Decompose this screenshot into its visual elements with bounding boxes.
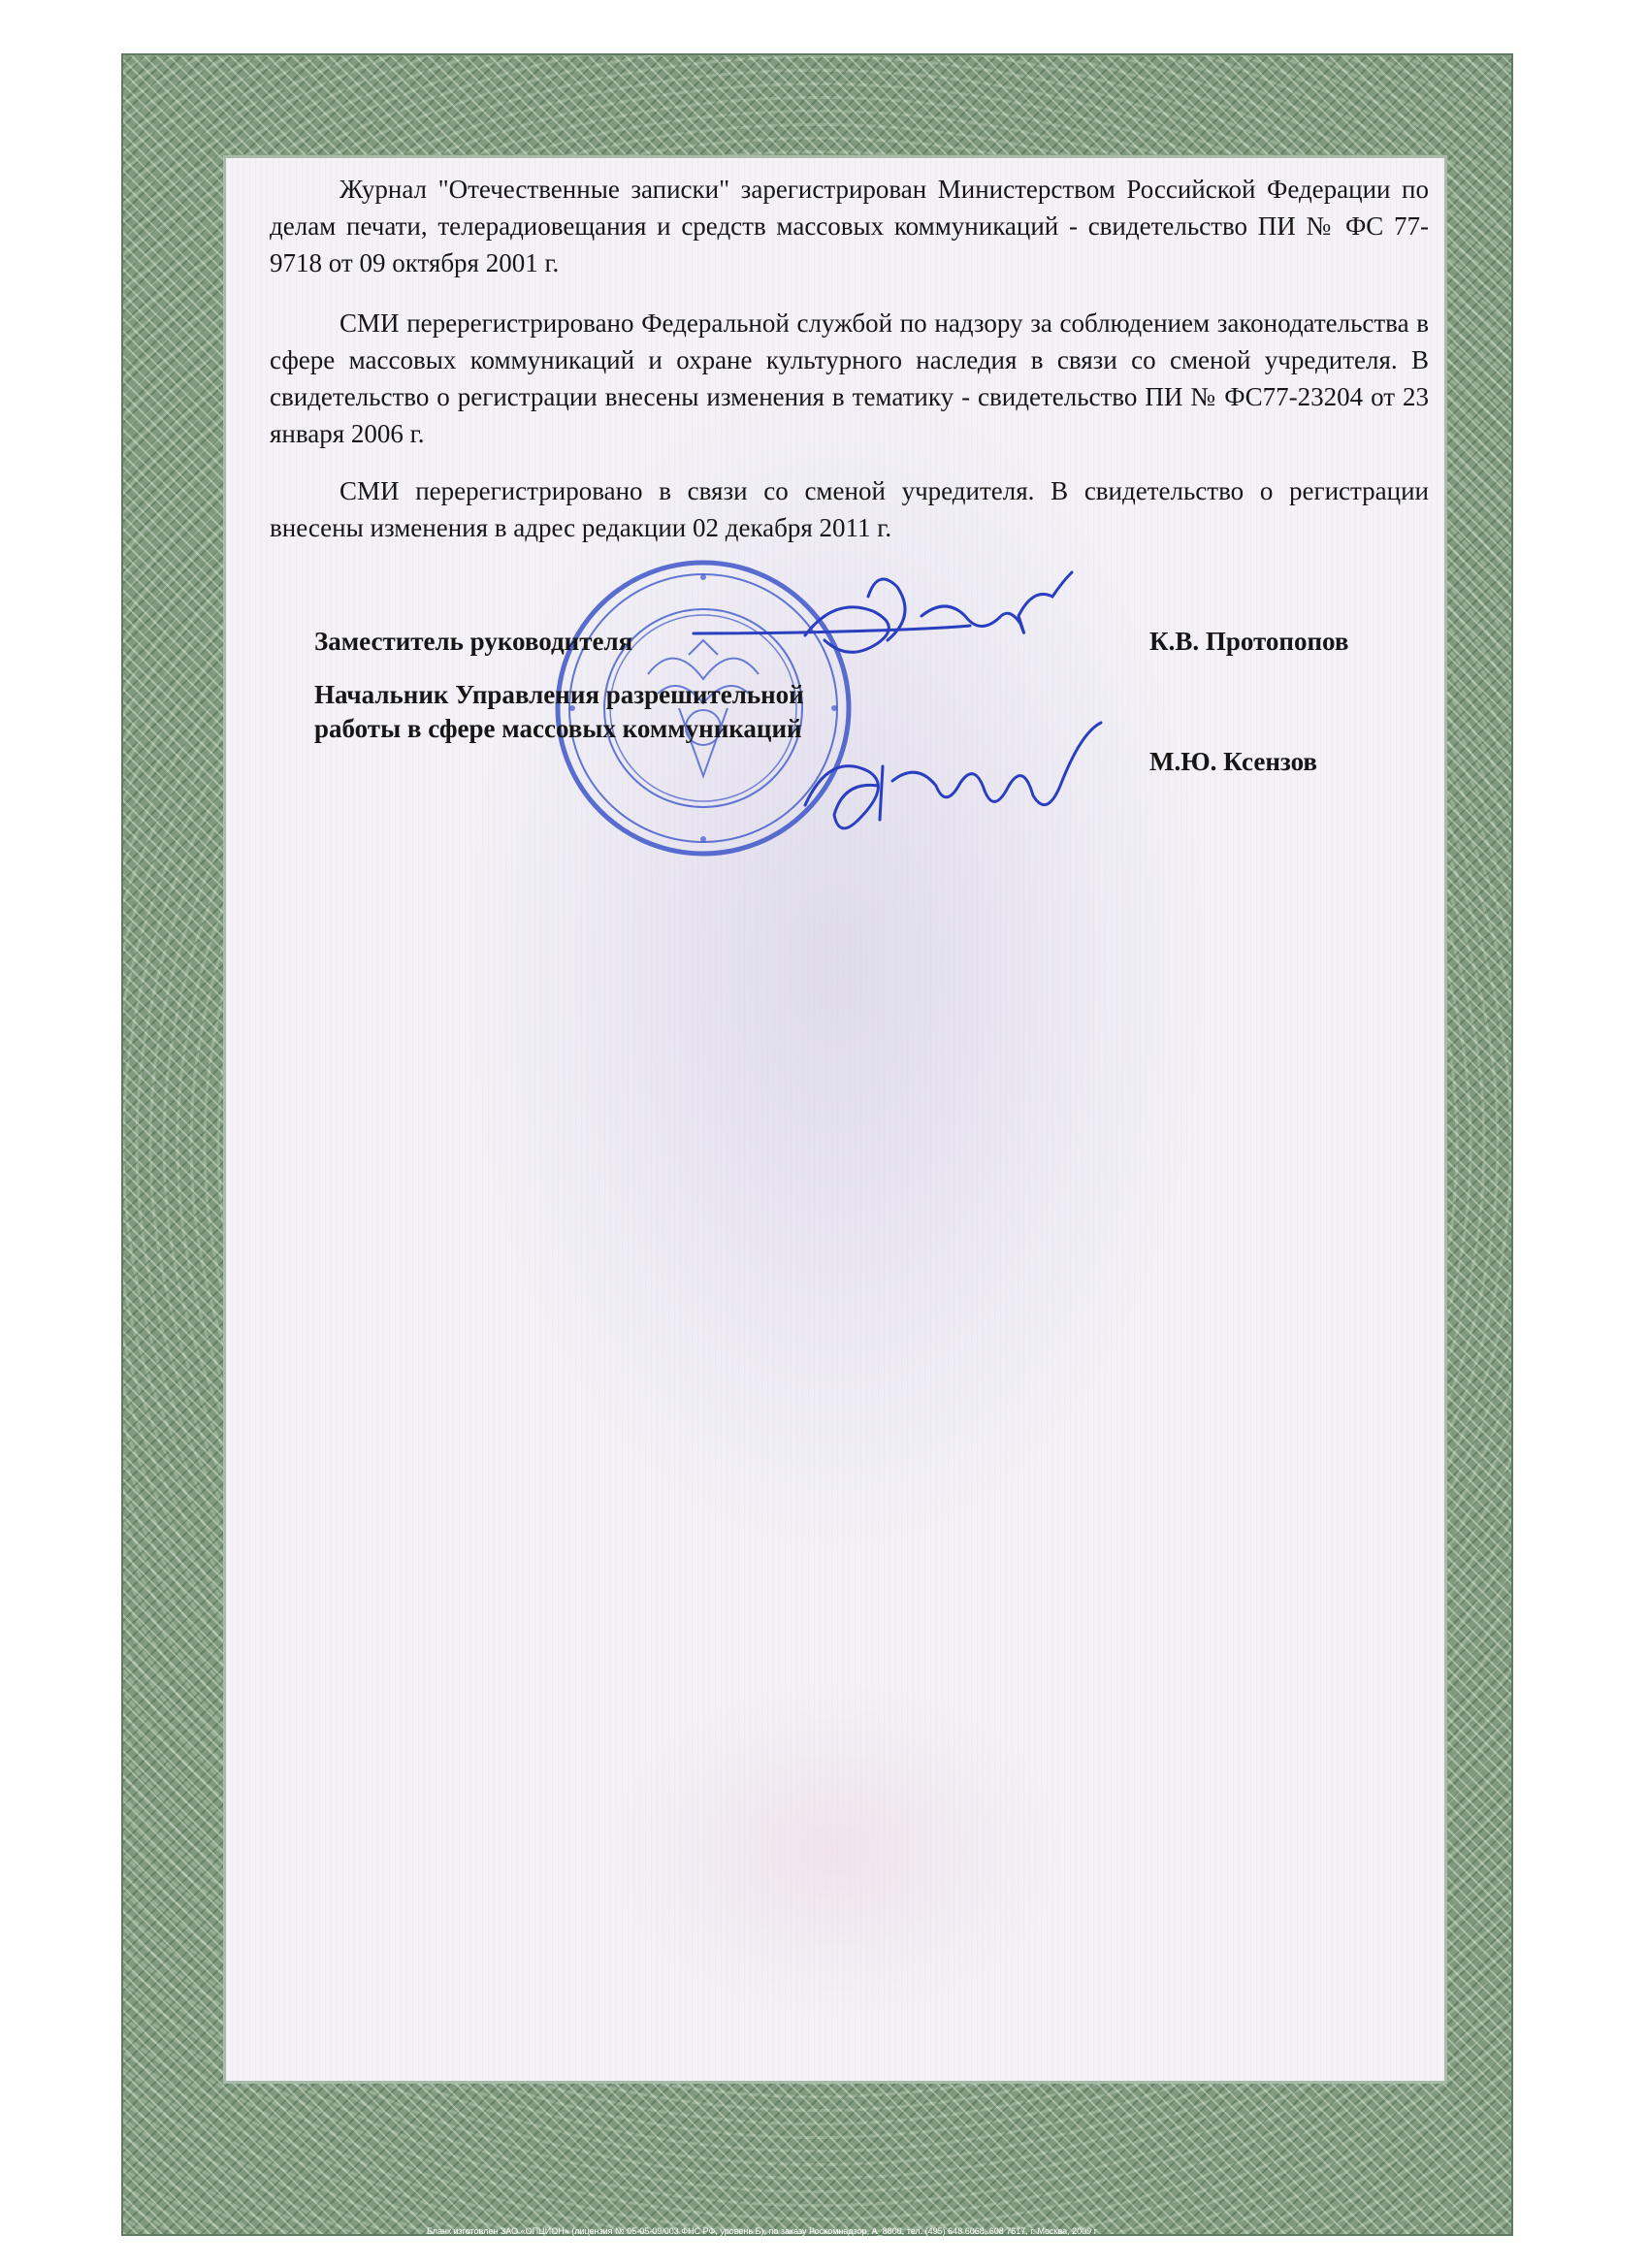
paragraph-reregistration: СМИ перерегистрировано Федеральной службой по надзору за соблюдением законодательства в сфере массовых коммуникаций и охране культурного наследия в связи со сменой учредителя. В свидетельство о регистрации внесены изменения в тематику - свидетельство ПИ № ФС77-23204 от 23 января 2006 г. [270,308,1429,448]
paragraph-address-change: СМИ перерегистрировано в связи со сменой учредителя. В свидетельство о регистрации внесены изменения в адрес редакции 02 декабря 2011 г. [270,476,1429,542]
signature-protopopov [679,558,1135,674]
signatory-name-protopopov: К.В. Протопопов [1149,627,1349,656]
signature-ksenzov [791,713,1159,859]
paragraph-registration: Журнал "Отечественные записки" зарегистрирован Министерством Российской Федерации по делам печати, телерадиовещания и средств массовых коммуникаций - свидетельство ПИ № ФС 77-9718 от 09 октября 2001 г. [270,175,1429,277]
signatory-name-ksenzov: М.Ю. Ксензов [1149,747,1317,776]
signatory-position-head: Начальник Управления разрешительной работы в сфере массовых коммуникаций [314,680,804,743]
printer-imprint: Бланк изготовлен ЗАО «ОПЦИОН» (лицензия № 05-05-09/003 ФНС РФ, уровень Б), по заказу Роскомнадзор, А_8800, тел. (495) 648 6068, 608 7617, г. Москва, 2009 г [427,2226,1097,2236]
signatory-position-deputy: Заместитель руководителя [314,627,633,656]
